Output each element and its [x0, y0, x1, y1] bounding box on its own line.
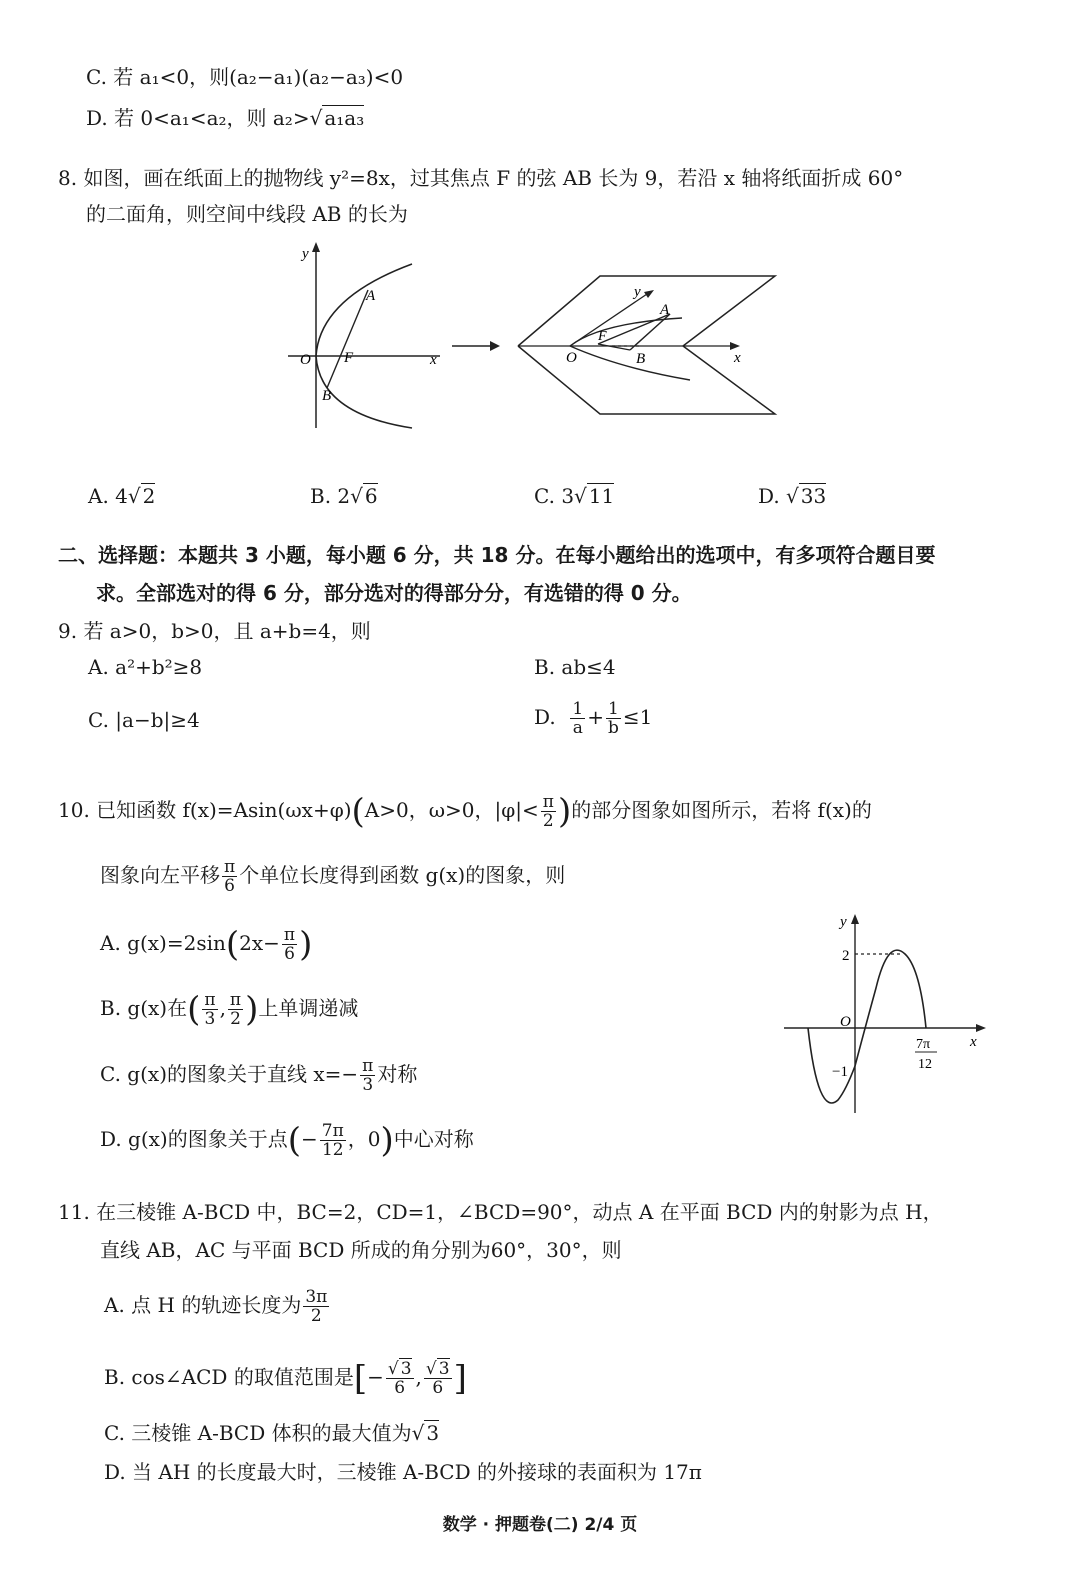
q8-stem-line2: 的二面角，则空间中线段 AB 的长为 [86, 202, 408, 226]
segment-ab [630, 314, 670, 350]
q10-stem-line2: 图象向左平移 $\frac{\pi}{6}$ 个单位长度得到函数 g(x)的图象，则 [100, 857, 566, 896]
graph-label-o: O [840, 1014, 851, 1030]
fig1-label-o: O [300, 352, 311, 368]
q9-option-b: B. ab≤4 [534, 655, 616, 679]
q11-stem-line2: 直线 AB，AC 与平面 BCD 所成的角分别为60°，30°，则 [100, 1238, 622, 1262]
fig2-label-y: y [634, 284, 641, 300]
graph-label-7pi: 7π [916, 1037, 931, 1052]
q10-stem-line1: 10. 已知函数 f(x)=Asin(ωx+φ)(A>0，ω>0，|φ|< $\frac{\pi}{2}$ )的部分图象如图所示，若将 f(x)的 [58, 791, 872, 832]
q10-option-c: C. g(x)的图象关于直线 x=− $\frac{\pi}{3}$ 对称 [100, 1056, 418, 1095]
y-axis-arrow [312, 242, 320, 252]
q11-option-c: C. 三棱锥 A-BCD 体积的最大值为√ 3 [104, 1421, 440, 1445]
q11-stem-line1: 11. 在三棱锥 A-BCD 中，BC=2，CD=1，∠BCD=90°，动点 A 在平面 BCD 内的射影为点 H， [58, 1200, 943, 1224]
q8-parabola-figure [280, 238, 450, 433]
q7-option-d: D. 若 0<a₁<a₂，则 a₂>√ a₁a₃ [86, 106, 365, 130]
section2-header-line1: 二、选择题：本题共 3 小题，每小题 6 分，共 18 分。在每小题给出的选项中，有多项符合题目要 [58, 543, 936, 567]
fig2-label-x: x [734, 350, 741, 366]
fig1-label-a: A [366, 288, 376, 304]
page-footer: 数学 · 押题卷(二) 2/4 页 [442, 1515, 638, 1535]
q9-option-d: D. $\frac{1}{a}$ + $\frac{1}{b}$ ≤1 [534, 699, 653, 738]
section2-header-line2: 求。全部选对的得 6 分，部分选对的得部分分，有选错的得 0 分。 [96, 581, 692, 605]
fig2-label-o: O [566, 350, 577, 366]
fig2-label-b: B [636, 351, 646, 367]
sine-curve [808, 950, 926, 1103]
fig2-label-f: F [598, 329, 607, 344]
q10-option-b: B. g(x)在( $\frac{\pi}{3}$ , $\frac{\pi}{2}$ )上单调递减 [100, 989, 359, 1030]
q9-option-c: C. |a−b|≥4 [88, 708, 200, 732]
q8-option-a: A. 4√ 2 [88, 484, 156, 508]
graph-label-neg1: −1 [832, 1064, 848, 1080]
graph-label-12: 12 [918, 1057, 932, 1072]
q8-option-d: D. √ 33 [758, 484, 827, 508]
q10-option-d: D. g(x)的图象关于点(− $\frac{7\pi}{12}$ ，0)中心对称 [100, 1120, 474, 1161]
fig2-label-a: A [660, 302, 670, 318]
q8-folded-figure [510, 268, 785, 418]
q9-stem: 9. 若 a>0，b>0，且 a+b=4，则 [58, 619, 371, 643]
fig1-label-b: B [322, 388, 332, 404]
folded-parabola-lower [570, 346, 690, 380]
graph-label-x: x [970, 1034, 977, 1050]
q8-stem-line1: 8. 如图，画在纸面上的抛物线 y²=8x，过其焦点 F 的弦 AB 长为 9，若沿 x 轴将纸面折成 60° [58, 166, 904, 190]
q8-option-b: B. 2√ 6 [310, 484, 378, 508]
q8-option-c: C. 3√ 11 [534, 484, 615, 508]
q9-option-a: A. a²+b²≥8 [88, 655, 203, 679]
q11-option-d: D. 当 AH 的长度最大时，三棱锥 A-BCD 的外接球的表面积为 17π [104, 1460, 702, 1484]
fig1-label-y: y [302, 246, 309, 262]
chord-ab [327, 290, 368, 388]
fig1-label-x: x [430, 352, 437, 368]
q10-sine-graph [780, 908, 990, 1118]
segment-fb [598, 344, 630, 350]
q11-option-a: A. 点 H 的轨迹长度为 $\frac{3\pi}{2}$ [104, 1287, 328, 1326]
graph-label-y: y [840, 914, 847, 930]
fig1-label-f: F [344, 350, 354, 366]
q10-option-a: A. g(x)=2sin(2x− $\frac{\pi}{6}$ ) [100, 924, 313, 965]
q7-option-c: C. 若 a₁<0，则(a₂−a₁)(a₂−a₃)<0 [86, 65, 404, 89]
graph-label-2: 2 [842, 948, 850, 964]
q8-transform-arrow [450, 336, 502, 356]
q11-option-b: B. cos∠ACD 的取值范围是[− $\frac{√ 3}{6}$ , $\frac{√ 3}{6}$ ] [104, 1358, 467, 1399]
